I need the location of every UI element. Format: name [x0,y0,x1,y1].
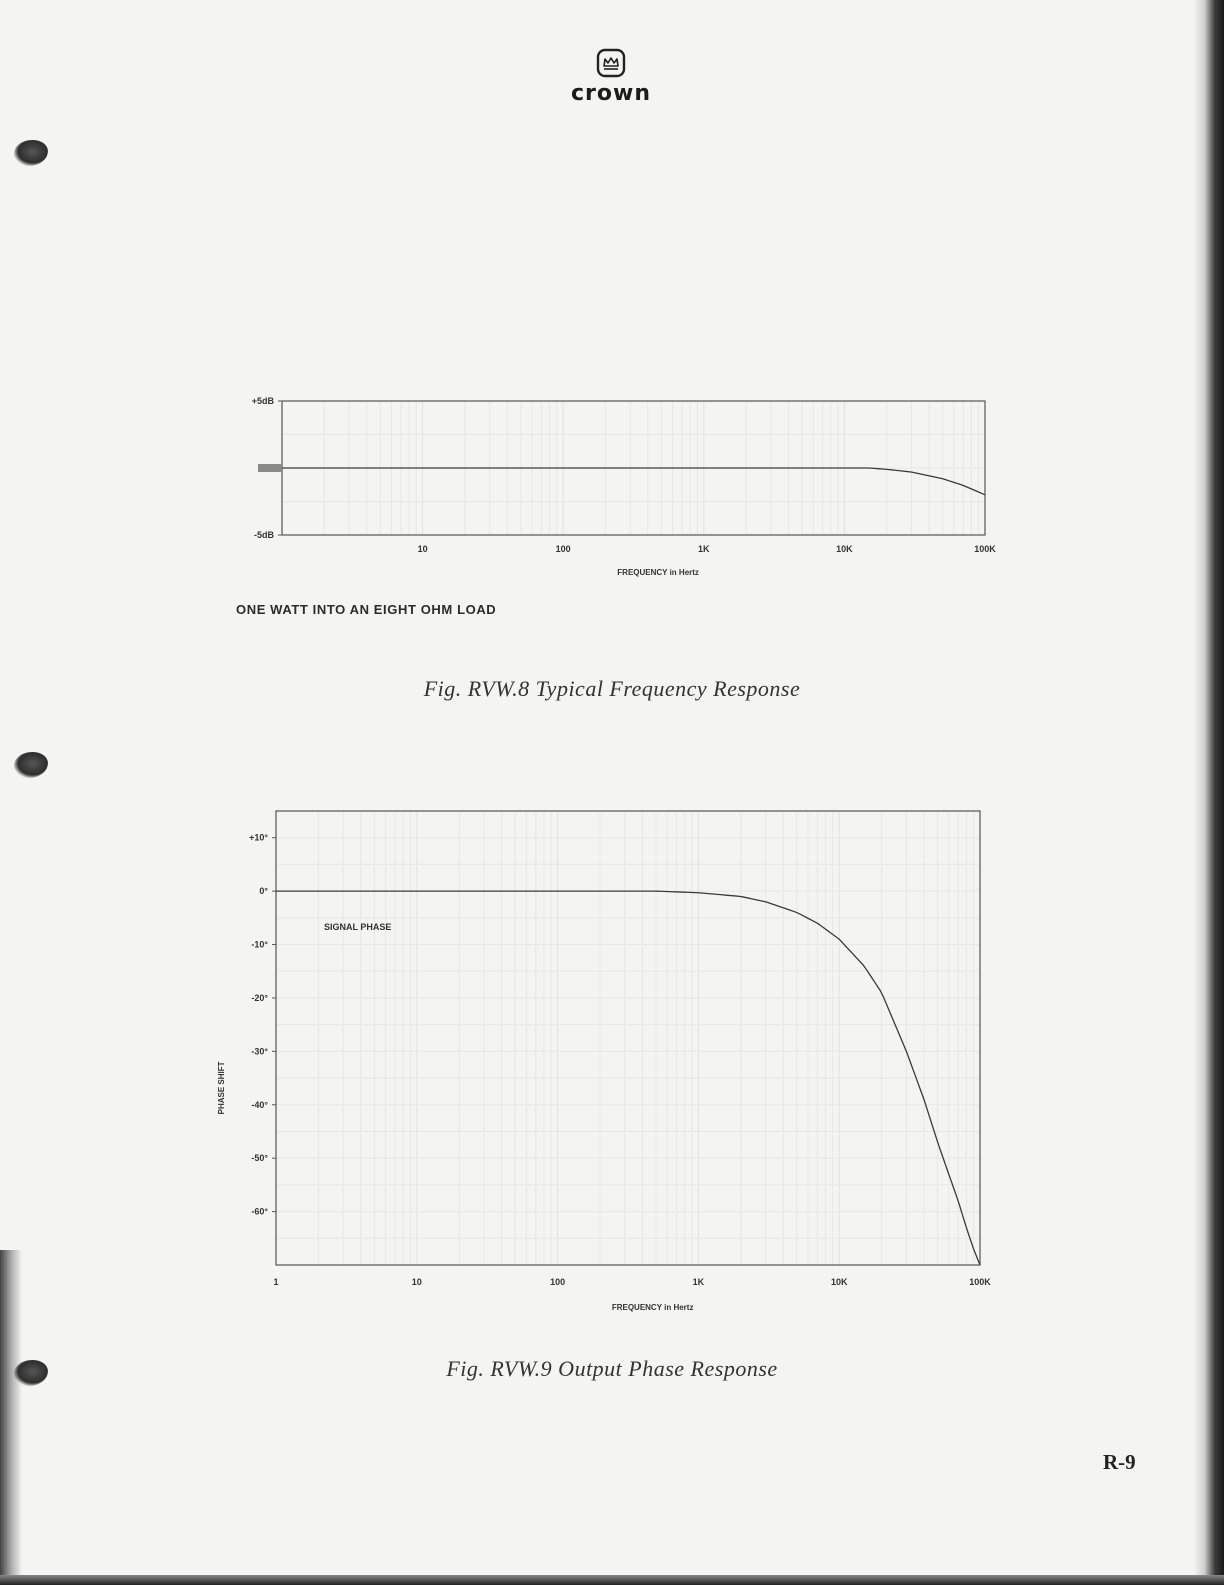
y-tick-label: +5dB [251,396,274,406]
y-tick-label: -50° [251,1153,268,1164]
x-tick-label: 10K [836,544,853,554]
frequency-response-chart [252,396,997,577]
plot-frame [276,811,980,1265]
y-axis-label: PHASE SHIFT [217,1061,226,1115]
phase-response-chart [217,811,991,1312]
y-tick-label: -40° [251,1099,268,1110]
load-condition-note: ONE WATT INTO AN EIGHT OHM LOAD [236,602,497,617]
x-tick-label: 100K [974,544,996,554]
x-axis-label: FREQUENCY in Hertz [611,1303,694,1312]
x-tick-label: 1 [273,1277,279,1287]
logo-wordmark: crown [571,81,651,106]
x-tick-label: 1K [692,1277,705,1287]
y-tick-label: -60° [251,1206,268,1217]
series-line [282,468,985,495]
page-number: R-9 [1103,1450,1136,1474]
y-tick-label: 0° [259,886,268,897]
y-tick-label: -10° [251,939,268,950]
x-tick-label: 10 [417,544,428,554]
reference-marker [258,464,282,472]
y-tick-label: -30° [251,1046,268,1057]
x-tick-label: 100 [550,1277,566,1287]
y-tick-label: -20° [251,992,268,1003]
x-tick-label: 100 [555,544,571,554]
y-tick-label: -5dB [254,530,274,540]
figure-8-caption: Fig. RVW.8 Typical Frequency Response [423,676,801,701]
chart-annotation: SIGNAL PHASE [324,922,392,932]
x-tick-label: 1K [698,544,710,554]
x-tick-label: 10K [830,1277,848,1287]
x-tick-label: 100K [969,1277,991,1287]
y-tick-label: +10° [249,832,268,843]
x-axis-label: FREQUENCY in Hertz [617,568,699,577]
x-tick-label: 10 [411,1277,422,1287]
figure-9-caption: Fig. RVW.9 Output Phase Response [446,1356,778,1381]
